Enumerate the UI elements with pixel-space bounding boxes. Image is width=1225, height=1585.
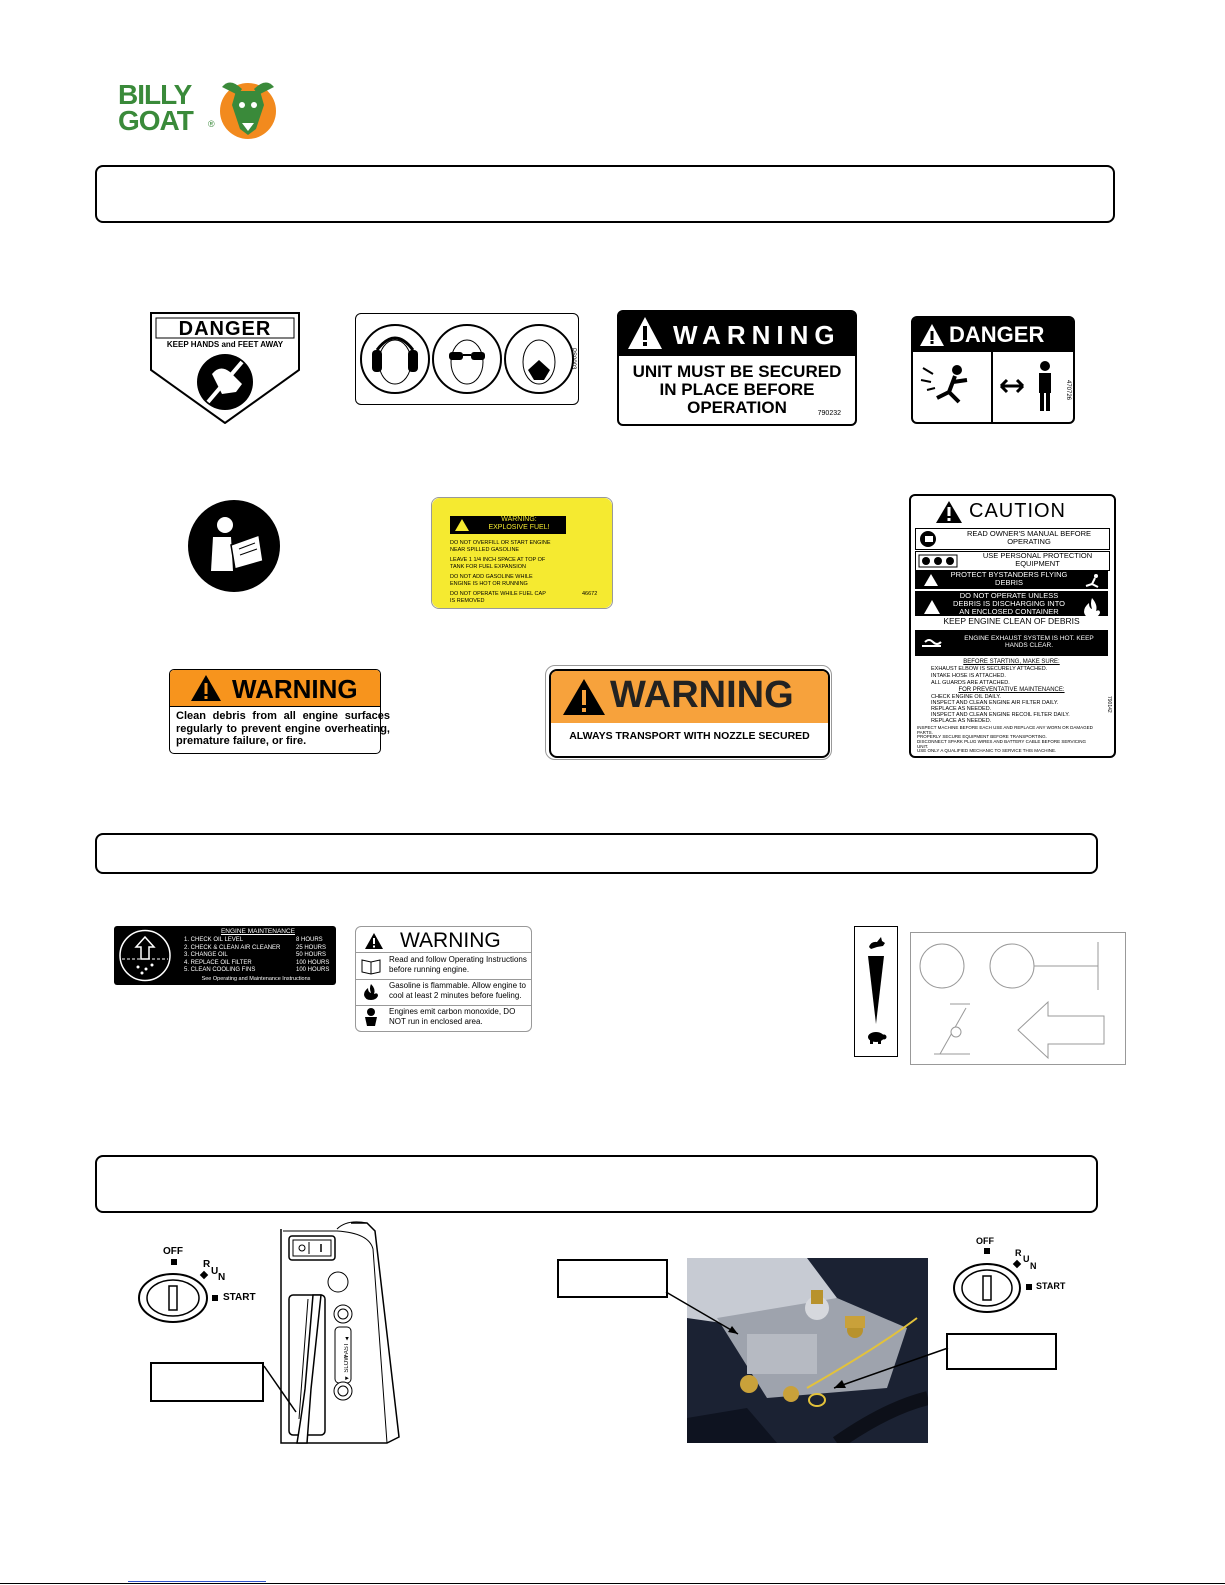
warning-triangle-icon (190, 674, 222, 702)
decal-danger-title: DANGER (178, 318, 272, 340)
callout-engine-left-leader (664, 1290, 744, 1340)
fire-icon (362, 983, 380, 1001)
engine-maint-footer: See Operating and Maintenance Instructions (201, 976, 311, 982)
caution-row-bystanders (915, 571, 1108, 589)
engine-maint-task-2: 2. CHECK & CLEAN AIR CLEANER (184, 944, 281, 951)
fuel-line-6: ENGINE IS HOT OR RUNNING (450, 581, 528, 587)
fuel-decal-code: 46672 (582, 591, 598, 597)
warning-triangle-icon (923, 573, 939, 587)
warning-secured-line1: UNIT MUST BE SECURED (632, 362, 842, 381)
caution-always-item-3: DISCONNECT SPARK PLUG WIRES AND BATTERY CABLE BEFORE SERVICING UNIT. (917, 739, 1087, 749)
switch-label-off: OFF (976, 1236, 994, 1246)
warning-secured-line2: IN PLACE BEFORE (659, 380, 815, 399)
ear-protection-icon (360, 320, 430, 398)
engine-warning-row-1 (356, 953, 531, 980)
caution-before-item-1: EXHAUST ELBOW IS SECURELY ATTACHED. (931, 666, 1048, 672)
speed-wedge-icon (867, 955, 885, 1025)
decal-caution (909, 494, 1116, 758)
caution-before-item-2: INTAKE HOSE IS ATTACHED. (931, 673, 1006, 679)
logo-text-billy: BILLY (118, 79, 192, 110)
engine-maint-hours-1: 8 HOURS (296, 937, 323, 943)
decal-warning-transport (545, 665, 832, 760)
caution-always-item-1: INSPECT MACHINE BEFORE EACH USE AND REPLACE ANY WORN OR DAMAGED PARTS. (917, 725, 1093, 735)
warning-clean-title: WARNING (232, 674, 358, 704)
flying-debris-icon (919, 358, 989, 414)
throttle-slow-label: ◄ SLOW (344, 1355, 350, 1381)
switch-label-u: U (211, 1266, 219, 1277)
switch-label-off: OFF (163, 1246, 183, 1257)
decal-ppe (355, 313, 579, 405)
callout-engine-left (557, 1259, 668, 1298)
engine-warning-row-1-text: Read and follow Operating Instructions before running engine. (389, 955, 527, 974)
engine-maint-hours-2: 25 HOURS (296, 944, 327, 951)
decal-engine-warning (355, 926, 532, 1032)
callout-engine-right-leader (820, 1346, 950, 1396)
engine-maint-task-3: 3. CHANGE OIL (184, 952, 228, 958)
caution-maint-title: FOR PREVENTATIVE MAINTENANCE: (958, 687, 1065, 693)
control-symbols-drawing (910, 932, 1126, 1065)
fuel-line-7: DO NOT OPERATE WHILE FUEL CAP (450, 591, 546, 597)
ignition-switch-right (952, 1236, 1082, 1316)
footer-link-underline (128, 1581, 266, 1582)
engine-warning-row-3-text: Engines emit carbon monoxide, DO NOT run in enclosed area. (389, 1007, 516, 1026)
fuel-decal-title-1: WARNING: (501, 516, 537, 523)
caution-maint-item-1: CHECK ENGINE OIL DAILY. (931, 694, 1001, 700)
engine-warning-title: WARNING (400, 929, 501, 952)
fuel-line-4: TANK FOR FUEL EXPANSION (450, 564, 526, 570)
caution-row-ppe-text: USE PERSONAL PROTECTION EQUIPMENT (982, 551, 1093, 568)
caution-always-item-4: USE ONLY A QUALIFIED MECHANIC TO SERVICE THIS MACHINE. (917, 748, 1057, 753)
engine-maint-hours-3: 50 HOURS (296, 952, 327, 958)
ppe-icon (918, 554, 958, 568)
warning-secured-title: WARNING (673, 320, 841, 350)
caution-maint-item-2: INSPECT AND CLEAN ENGINE AIR FILTER DAILY. REPLACE AS NEEDED. (931, 700, 1059, 712)
throttle-speed-decal (854, 926, 898, 1057)
engine-warning-row-2-text: Gasoline is flammable. Allow engine to cool at least 2 minutes before fueling. (389, 981, 526, 1000)
decal-engine-maintenance (114, 926, 336, 985)
read-manual-icon (187, 499, 281, 593)
caution-row-manual-text: READ OWNER'S MANUAL BEFORE OPERATING (966, 529, 1092, 546)
engine-maint-hours-5: 100 HOURS (296, 967, 330, 973)
switch-label-u: U (1023, 1254, 1030, 1264)
section-header-box-engine (95, 833, 1098, 874)
warning-triangle-icon (454, 518, 470, 532)
fuel-line-5: DO NOT ADD GASOLINE WHILE (450, 574, 533, 580)
warning-triangle-icon (923, 599, 941, 615)
eye-protection-icon (432, 320, 502, 398)
switch-label-n: N (1030, 1261, 1037, 1271)
caution-before-item-3: ALL GUARDS ARE ATTACHED. (931, 680, 1010, 686)
danger-debris-code: 470726 (1065, 380, 1071, 401)
fuel-line-3: LEAVE 1 1/4 INCH SPACE AT TOP OF (450, 557, 546, 563)
rabbit-icon (867, 935, 887, 951)
switch-label-r: R (1015, 1248, 1022, 1258)
decal-warning-clean (169, 669, 390, 754)
switch-off-marker (984, 1248, 990, 1254)
book-icon (360, 957, 382, 975)
decal-warning-secured (617, 310, 857, 426)
section-header-box-safety (95, 165, 1115, 223)
switch-off-marker (171, 1259, 177, 1265)
caution-row-clean-text: KEEP ENGINE CLEAN OF DEBRIS (915, 616, 1108, 626)
engine-maint-task-5: 5. CLEAN COOLING FINS (184, 967, 256, 973)
footer-rule (0, 1583, 1225, 1584)
fuel-line-2: NEAR SPILLED GASOLINE (450, 547, 520, 553)
caution-row-manual (915, 528, 1110, 550)
decal-danger-keep-hands (150, 312, 300, 424)
section-header-box-controls (95, 1155, 1098, 1213)
goat-head-icon (216, 75, 278, 141)
fuel-decal-title-2: EXPLOSIVE FUEL! (488, 524, 550, 531)
danger-debris-title: DANGER (949, 322, 1045, 347)
warning-transport-text: ALWAYS TRANSPORT WITH NOZZLE SECURED (569, 730, 810, 742)
throttle-fast-label: FAST ▲ (344, 1335, 350, 1358)
carbon-monoxide-icon (362, 1007, 380, 1027)
danger-debris-divider (991, 352, 993, 422)
decal-danger-debris (911, 316, 1075, 424)
warning-secured-line3: OPERATION (687, 398, 787, 417)
ignition-switch-left (137, 1244, 277, 1324)
switch-start-marker (1026, 1284, 1032, 1290)
logo-text-goat: GOAT (118, 105, 193, 136)
read-manual-icon (918, 530, 938, 548)
warning-triangle-icon (364, 932, 384, 950)
warning-secured-code: 790232 (817, 410, 841, 417)
key-switch-icon (137, 1272, 209, 1324)
warning-clean-text: Clean debris from all engine surfaces regularly to prevent engine overheating, premature failure, or fire. (176, 710, 390, 747)
caution-title: CAUTION (969, 500, 1066, 522)
caution-triangle-icon (935, 500, 963, 524)
callout-throttle (150, 1362, 264, 1402)
switch-start-marker (212, 1295, 218, 1301)
engine-maint-hours-4: 100 HOURS (296, 959, 330, 966)
caution-row-ppe (915, 551, 1110, 571)
caution-maint-item-3: INSPECT AND CLEAN ENGINE RECOIL FILTER DAILY. REPLACE AS NEEDED. (931, 712, 1070, 724)
warning-triangle-icon (627, 316, 663, 350)
ppe-decal-code: PS0003 (570, 348, 576, 370)
decal-explosive-fuel (431, 497, 613, 609)
warning-triangle-icon (562, 678, 606, 716)
engine-maint-task-1: 1. CHECK OIL LEVEL (184, 937, 244, 943)
warning-triangle-icon (919, 323, 945, 347)
flying-debris-icon (1078, 572, 1104, 588)
keep-distance-icon (997, 358, 1067, 414)
caution-decal-code: 790142 (1106, 696, 1112, 713)
hot-surface-icon (921, 636, 947, 650)
switch-label-start: START (223, 1292, 256, 1303)
logo-reg-mark: ® (208, 119, 215, 129)
respirator-icon (504, 320, 574, 398)
switch-label-n: N (218, 1272, 226, 1283)
caution-before-title: BEFORE STARTING, MAKE SURE: (963, 659, 1060, 665)
decal-danger-subtitle: KEEP HANDS and FEET AWAY (166, 340, 284, 349)
caution-row-bystanders-text: PROTECT BYSTANDERS FLYING DEBRIS (950, 570, 1068, 587)
switch-label-r: R (203, 1259, 211, 1270)
switch-label-start: START (1036, 1281, 1066, 1291)
caution-row-enclosed-text: DO NOT OPERATE UNLESS DEBRIS IS DISCHARGING INTO AN ENCLOSED CONTAINER (953, 591, 1065, 616)
engine-maint-task-4: 4. REPLACE OIL FILTER (184, 959, 252, 966)
callout-throttle-leader (262, 1360, 302, 1420)
engine-maint-title: ENGINE MAINTENANCE (220, 928, 296, 935)
key-switch-icon (952, 1262, 1022, 1314)
caution-always-item-2: PROPERLY SECURE EQUIPMENT BEFORE TRANSPORTING. (917, 734, 1047, 739)
engine-warning-row-3 (356, 1005, 531, 1031)
fuel-line-1: DO NOT OVERFILL OR START ENGINE (450, 540, 551, 546)
warning-transport-title: WARNING (610, 674, 794, 716)
turtle-icon (865, 1029, 887, 1045)
caution-row-exhaust-text: ENGINE EXHAUST SYSTEM IS HOT. KEEP HANDS CLEAR. (964, 635, 1094, 649)
callout-engine-right (946, 1333, 1057, 1370)
oil-level-icon (118, 929, 172, 982)
fuel-line-8: IS REMOVED (450, 598, 485, 604)
caution-row-exhaust (915, 630, 1108, 656)
billy-goat-logo (118, 75, 278, 141)
engine-warning-row-2 (356, 979, 531, 1006)
